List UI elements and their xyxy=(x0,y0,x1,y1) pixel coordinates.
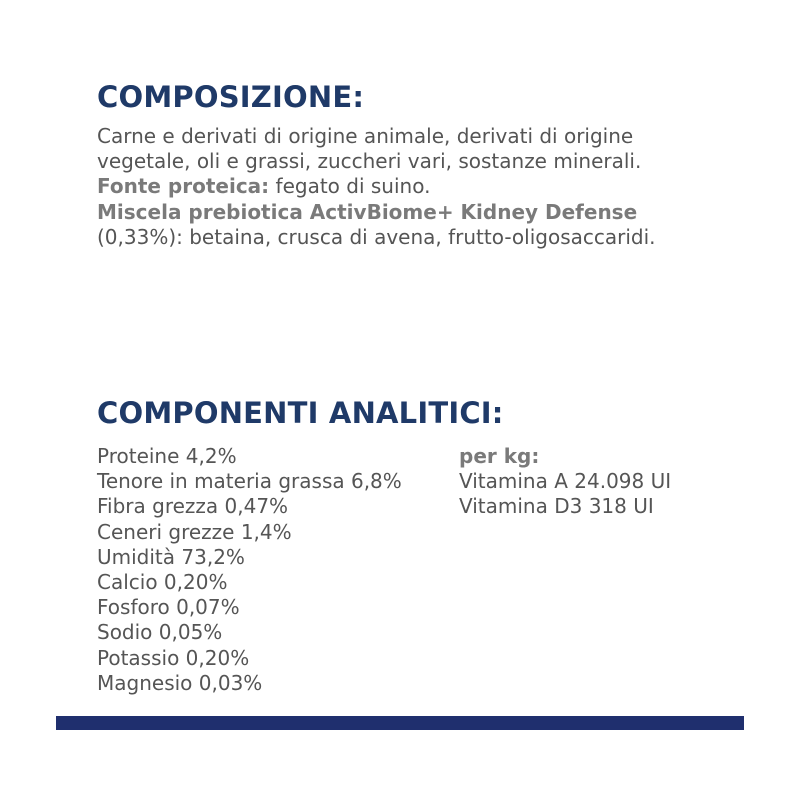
vitamin-item: Vitamina D3 318 UI xyxy=(459,494,654,519)
analytic-item: Fosforo 0,07% xyxy=(97,595,240,620)
analytic-item: Potassio 0,20% xyxy=(97,645,250,670)
protein-source-value: fegato di suino. xyxy=(269,174,431,199)
analytic-item: Sodio 0,05% xyxy=(97,620,223,645)
analytic-item: Ceneri grezze 1,4% xyxy=(97,519,292,544)
analytic-item: Umidità 73,2% xyxy=(97,544,245,569)
vitamin-item: Vitamina A 24.098 UI xyxy=(459,469,672,494)
prebiotic-label: Miscela prebiotica ActivBiome+ Kidney Defense xyxy=(97,199,638,224)
analytic-item: Tenore in materia grassa 6,8% xyxy=(97,469,402,494)
composition-line-1: Carne e derivati di origine animale, derivati di origine xyxy=(97,124,634,148)
composition-text xyxy=(97,124,777,250)
analytic-item: Proteine 4,2% xyxy=(97,444,237,468)
analytic-item: Fibra grezza 0,47% xyxy=(97,494,289,519)
analytic-item: Calcio 0,20% xyxy=(97,570,228,595)
per-kg-list xyxy=(459,444,759,520)
protein-source-label: Fonte proteica: xyxy=(97,174,270,199)
analytic-components-list xyxy=(97,444,447,696)
per-kg-label: per kg: xyxy=(459,444,540,468)
prebiotic-value: (0,33%): betaina, crusca di avena, frutto-oligosaccaridi. xyxy=(97,224,656,249)
protein-source-line xyxy=(97,174,777,199)
analytic-item: Magnesio 0,03% xyxy=(97,670,263,695)
composition-line-2: vegetale, oli e grassi, zuccheri vari, sostanze minerali. xyxy=(97,149,642,174)
analytic-components-heading: COMPONENTI ANALITICI: xyxy=(97,396,504,430)
bottom-bar xyxy=(56,716,744,730)
composition-heading: COMPOSIZIONE: xyxy=(97,80,365,114)
